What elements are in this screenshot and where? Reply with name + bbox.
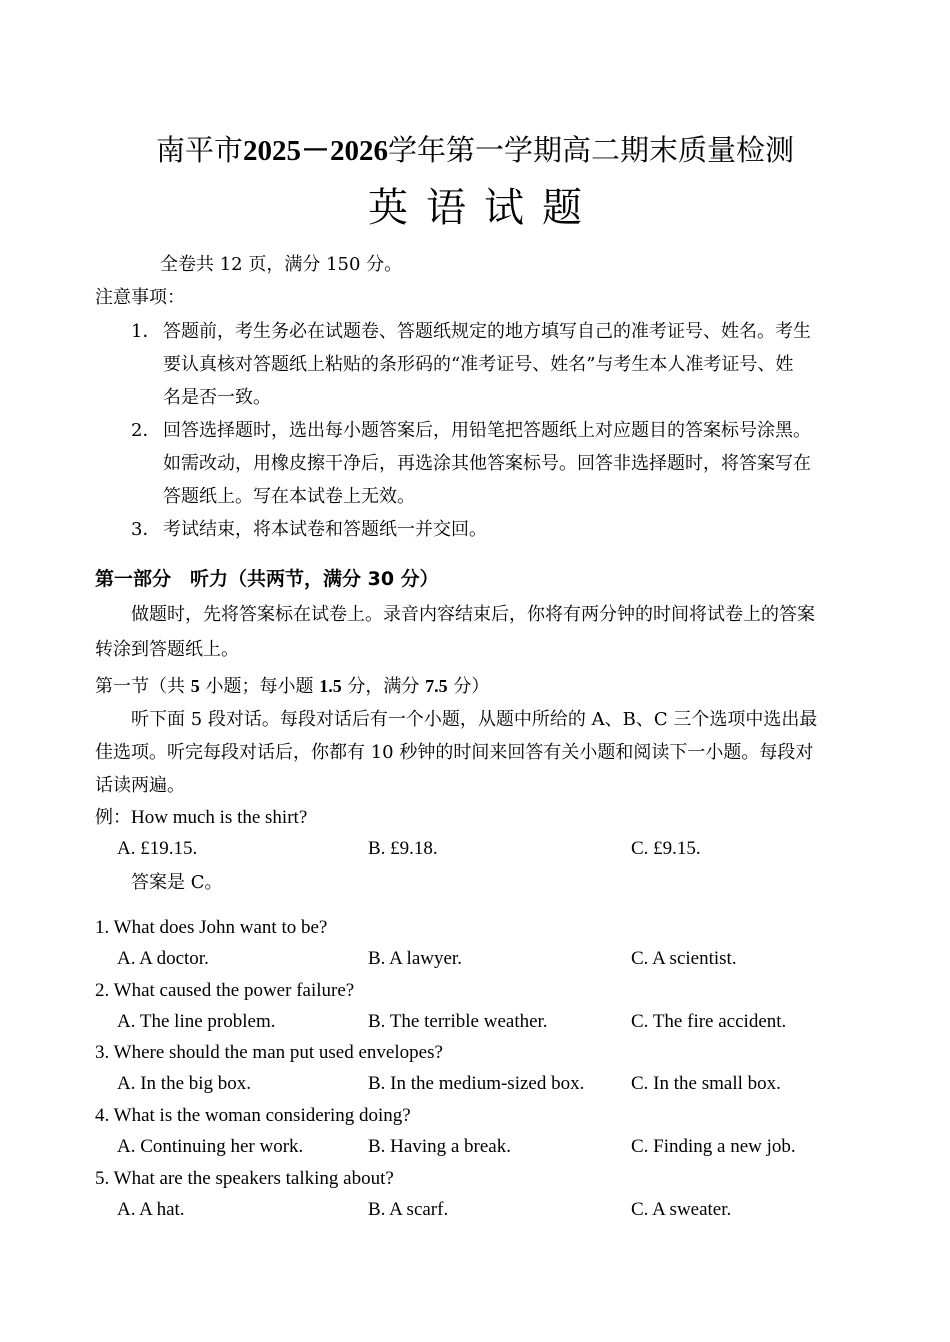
exam-title — [0, 131, 950, 170]
title-prefix: 南平市 — [155, 133, 243, 167]
example-option-c: C. £9.15. — [631, 838, 701, 859]
example-option-b: B. £9.18. — [368, 838, 438, 859]
example-option-a: A. £19.15. — [117, 838, 198, 859]
example-question-text: How much is the shirt? — [131, 807, 308, 828]
section-1-heading-prefix: 第一节（共 — [95, 676, 191, 697]
question-5-option-c: C. A sweater. — [631, 1199, 732, 1220]
section-1-heading-mid-1: 小题；每小题 — [199, 676, 320, 697]
section-1-points-each: 1.5 — [319, 676, 342, 696]
question-5: 5. What are the speakers talking about? — [95, 1168, 394, 1189]
question-1-option-c: C. A scientist. — [631, 948, 737, 969]
section-1-instruction-line-1: 听下面 5 段对话。每段对话后有一个小题，从题中所给的 A、B、C 三个选项中选出最 — [131, 709, 818, 730]
part-1-instruction-line-1: 做题时，先将答案标在试卷上。录音内容结束后，你将有两分钟的时间将试卷上的答案 — [131, 604, 815, 625]
question-2-option-a: A. The line problem. — [117, 1011, 276, 1032]
question-1-option-b: B. A lawyer. — [368, 948, 462, 969]
question-4: 4. What is the woman considering doing? — [95, 1105, 411, 1126]
section-1-heading-mid-2: 分，满分 — [341, 676, 426, 697]
question-4-option-b: B. Having a break. — [368, 1136, 511, 1157]
title-suffix: 学年第一学期高二期末质量检测 — [388, 133, 795, 167]
notice-3-number: 3． — [131, 519, 161, 540]
notice-1-line-3: 名是否一致。 — [163, 387, 271, 408]
section-1-points-total: 7.5 — [425, 676, 448, 696]
notice-1-line-1: 答题前，考生务必在试题卷、答题纸规定的地方填写自己的准考证号、姓名。考生 — [163, 321, 811, 342]
part-1-heading: 第一部分 听力（共两节，满分 30 分） — [95, 568, 439, 590]
notice-2-number: 2． — [131, 420, 161, 441]
example-answer: 答案是 C。 — [131, 872, 223, 893]
notice-1-line-2: 要认真核对答题纸上粘贴的条形码的“准考证号、姓名”与考生本人准考证号、姓 — [163, 354, 794, 375]
question-3-option-b: B. In the medium-sized box. — [368, 1073, 585, 1094]
title-years: 2025－2026 — [242, 135, 388, 167]
exam-subtitle: 英语试题 — [368, 185, 600, 231]
pages-info: 全卷共 12 页，满分 150 分。 — [160, 254, 403, 275]
question-1-option-a: A. A doctor. — [117, 948, 209, 969]
question-3-option-a: A. In the big box. — [117, 1073, 252, 1094]
question-5-option-a: A. A hat. — [117, 1199, 185, 1220]
section-1-heading-suffix: 分） — [447, 676, 490, 697]
notice-1-number: 1． — [131, 321, 161, 342]
notice-2-line-3: 答题纸上。写在本试卷上无效。 — [163, 486, 415, 507]
question-2: 2. What caused the power failure? — [95, 980, 355, 1001]
notice-2-line-1: 回答选择题时，选出每小题答案后，用铅笔把答题纸上对应题目的答案标号涂黑。 — [163, 420, 811, 441]
section-1-instruction-line-3: 话读两遍。 — [95, 775, 185, 796]
question-5-option-b: B. A scarf. — [368, 1199, 449, 1220]
part-1-instruction-line-2: 转涂到答题纸上。 — [95, 639, 239, 660]
section-1-question-count: 5 — [190, 676, 200, 696]
question-4-option-a: A. Continuing her work. — [117, 1136, 304, 1157]
notice-3-line-1: 考试结束，将本试卷和答题纸一并交回。 — [163, 519, 487, 540]
section-1-heading — [95, 674, 489, 699]
question-1: 1. What does John want to be? — [95, 917, 328, 938]
question-2-option-c: C. The fire accident. — [631, 1011, 787, 1032]
example-question — [95, 806, 307, 830]
notice-2-line-2: 如需改动，用橡皮擦干净后，再选涂其他答案标号。回答非选择题时，将答案写在 — [163, 453, 811, 474]
question-3-option-c: C. In the small box. — [631, 1073, 781, 1094]
question-4-option-c: C. Finding a new job. — [631, 1136, 796, 1157]
notice-heading: 注意事项： — [95, 287, 185, 308]
question-2-option-b: B. The terrible weather. — [368, 1011, 548, 1032]
question-3: 3. Where should the man put used envelopes? — [95, 1042, 443, 1063]
section-1-instruction-line-2: 佳选项。听完每段对话后，你都有 10 秒钟的时间来回答有关小题和阅读下一小题。每段对 — [95, 742, 814, 763]
example-label: 例： — [95, 807, 131, 828]
